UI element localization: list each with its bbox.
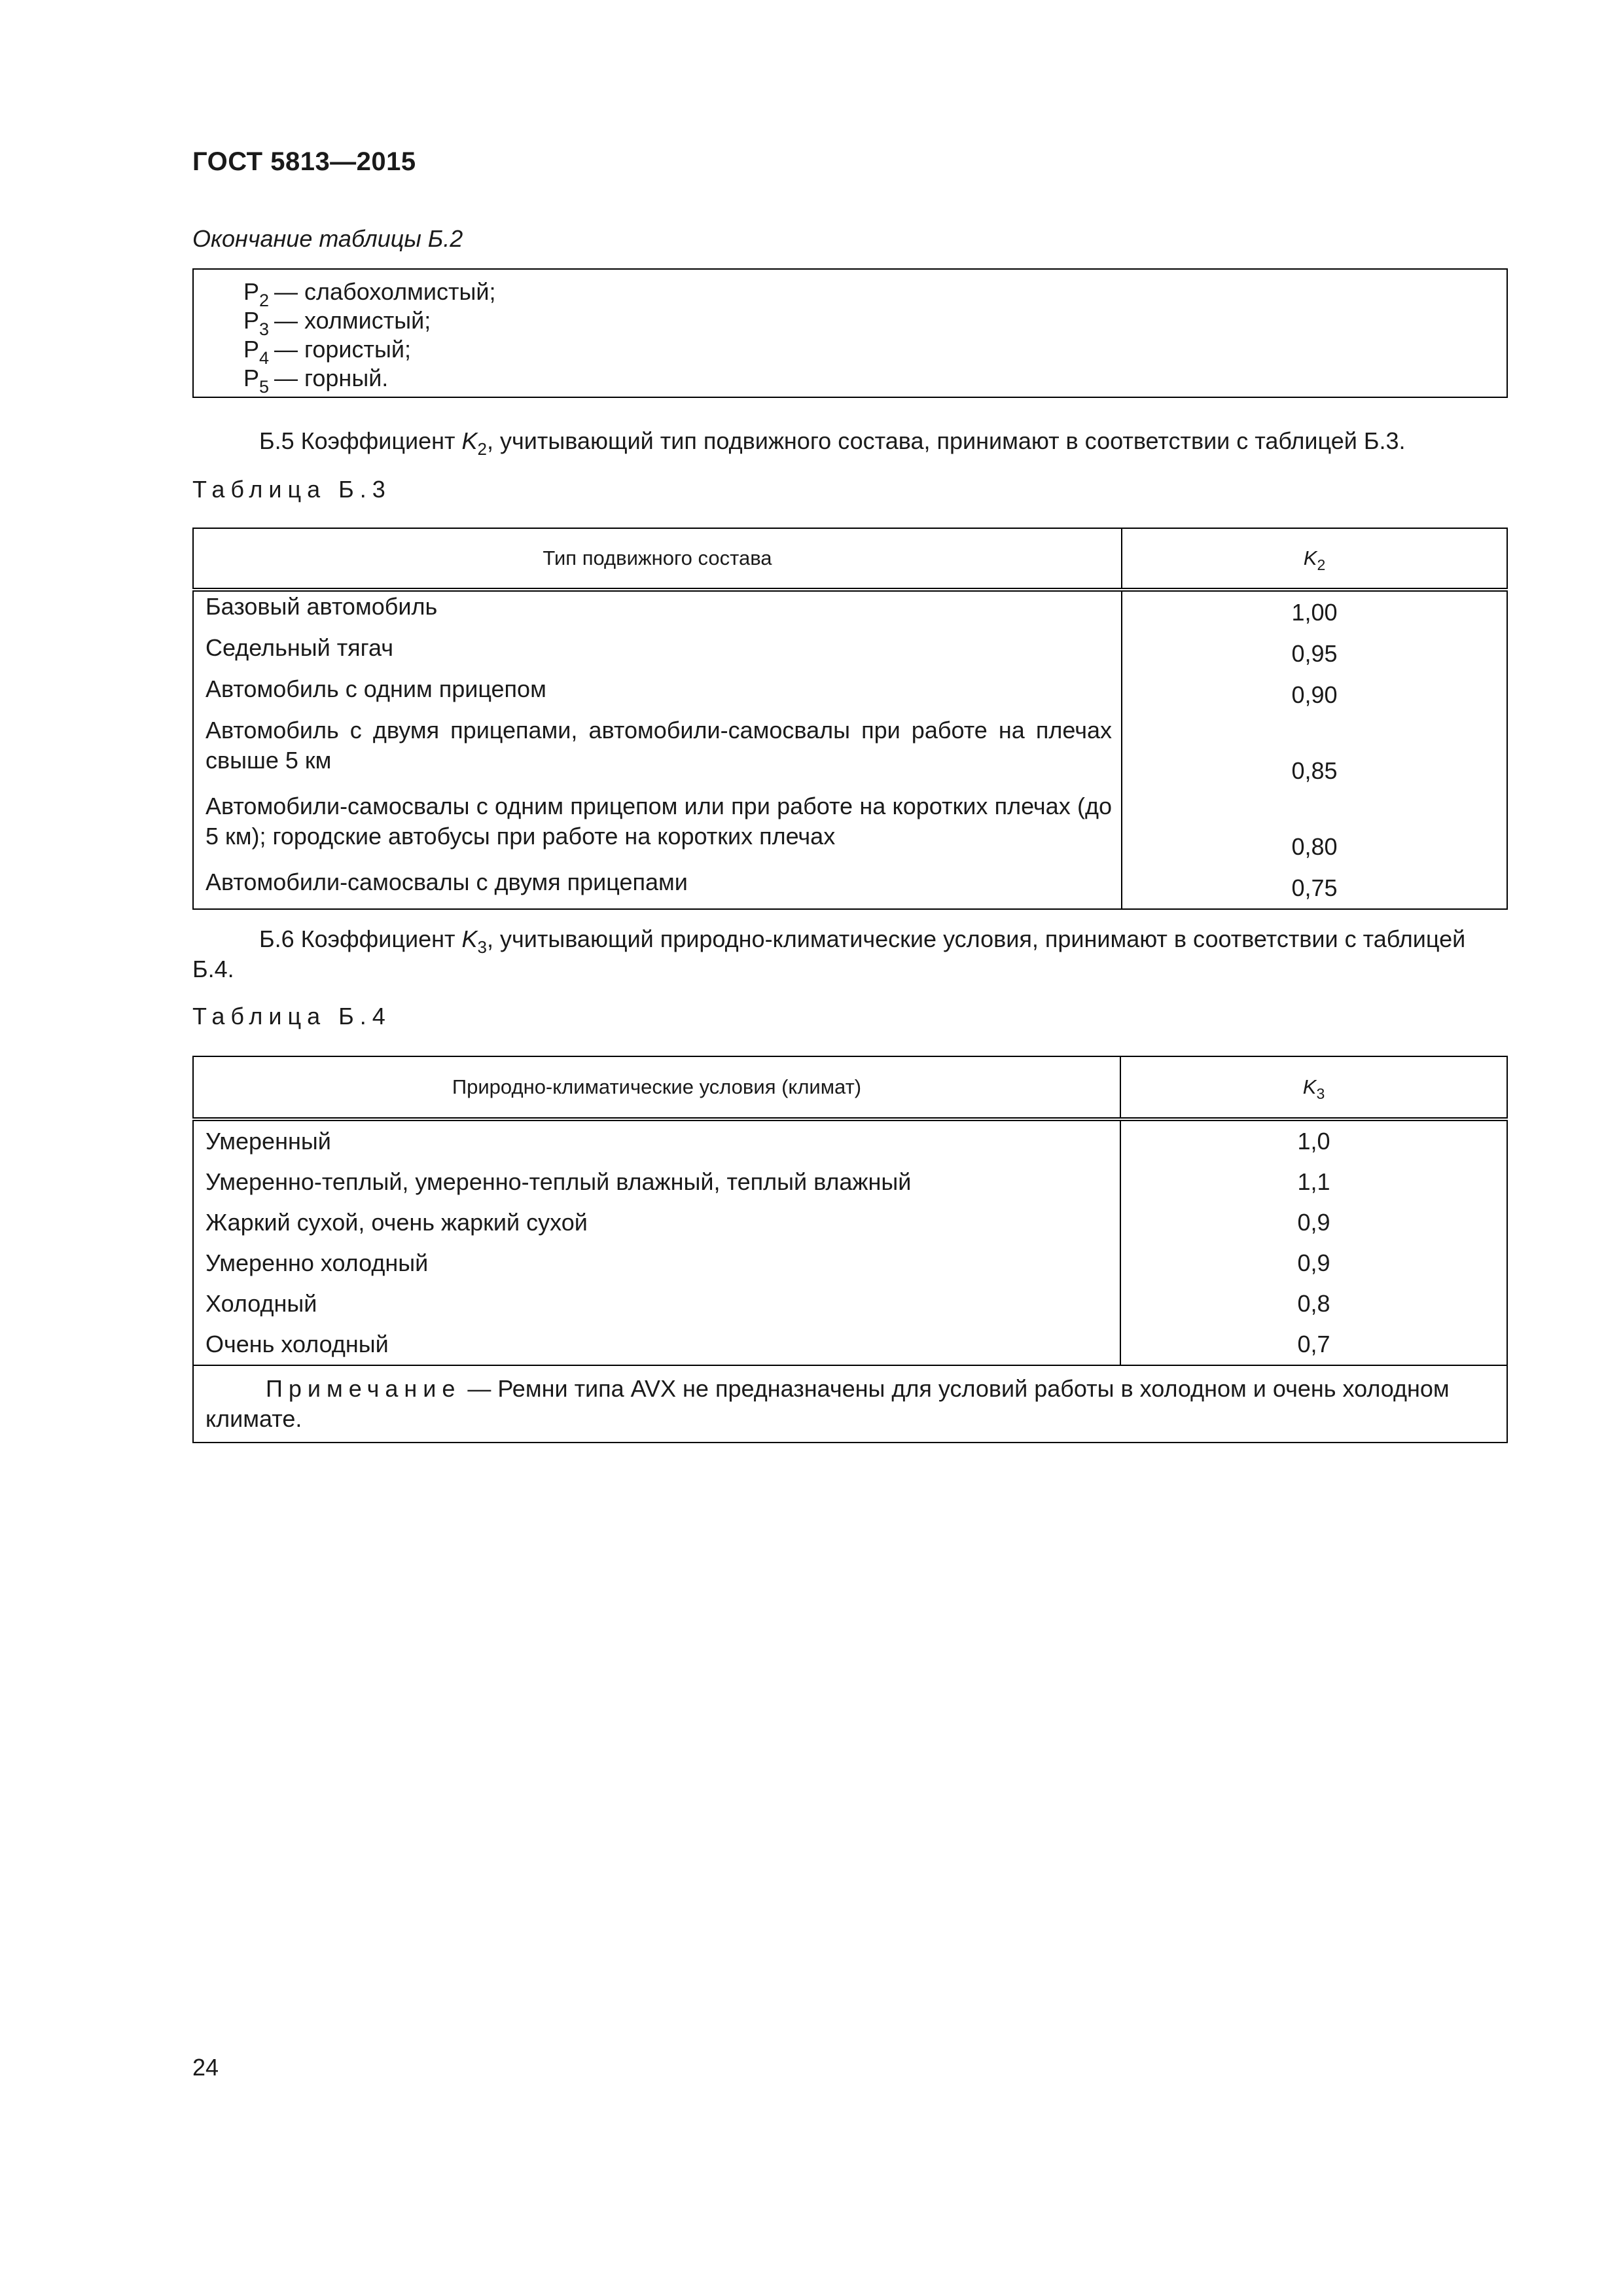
column-header-symbol: K xyxy=(1302,1075,1317,1098)
vehicle-type-text: Базовый автомобиль xyxy=(205,593,438,620)
table-b4 xyxy=(192,1056,1508,1443)
table-header-row xyxy=(193,1056,1507,1119)
paragraph-b6-continuation: Б.4. xyxy=(192,956,234,982)
vehicle-type-cell xyxy=(193,633,1122,674)
coefficient-index: 2 xyxy=(477,439,487,459)
table-row xyxy=(193,1119,1507,1162)
k3-value-cell: 0,7 xyxy=(1297,1331,1330,1357)
coefficient-symbol: K xyxy=(461,427,478,454)
k3-value-cell: 0,8 xyxy=(1297,1290,1330,1317)
table-row xyxy=(193,1162,1507,1202)
terrain-text: — холмистый; xyxy=(274,307,431,334)
k3-value-cell: 0,9 xyxy=(1297,1209,1330,1236)
table-row xyxy=(193,633,1507,674)
vehicle-type-cell xyxy=(193,867,1122,909)
terrain-item xyxy=(243,335,1507,368)
terrain-symbol: Р xyxy=(243,307,260,334)
k3-value-cell: 1,0 xyxy=(1297,1128,1330,1155)
k2-value-cell: 0,80 xyxy=(1291,833,1338,860)
note-label: Примечание xyxy=(266,1375,461,1402)
k2-value-cell: 0,95 xyxy=(1291,640,1338,667)
paragraph-b5 xyxy=(259,426,1406,458)
table-row xyxy=(193,867,1507,909)
table-note-row xyxy=(193,1365,1507,1443)
paragraph-b6-suffix: , учитывающий природно-климатические условия, принимают в соответствии с таблицей xyxy=(486,925,1466,952)
vehicle-type-text: Автомобили-самосвалы с одним прицепом или при работе на коротких плечах (до 5 км); городские автобусы при работе на коротких плечах xyxy=(205,793,1112,850)
column-header-symbol: K xyxy=(1303,547,1317,569)
table-row xyxy=(193,1283,1507,1324)
column-header-k2 xyxy=(1122,528,1507,590)
page-header: ГОСТ 5813—2015 xyxy=(192,147,416,176)
page-number: 24 xyxy=(192,2054,219,2081)
terrain-index: 5 xyxy=(259,377,270,397)
terrain-index: 3 xyxy=(259,319,270,339)
paragraph-b6-prefix: Б.6 Коэффициент xyxy=(259,925,462,952)
vehicle-type-text: Автомобиль с одним прицепом xyxy=(205,675,546,702)
terrain-text: — гористый; xyxy=(274,336,412,363)
k3-value-cell: 1,1 xyxy=(1297,1168,1330,1195)
table-row xyxy=(193,791,1507,867)
vehicle-type-cell xyxy=(193,674,1122,715)
column-header-climate: Природно-климатические условия (климат) xyxy=(193,1056,1120,1119)
vehicle-type-text: Автомобиль с двумя прицепами, автомобили-самосвалы при работе на плечах свыше 5 км xyxy=(205,717,1112,774)
k2-value-cell: 1,00 xyxy=(1291,599,1338,626)
terrain-list-box xyxy=(192,268,1508,398)
vehicle-type-text: Автомобили-самосвалы с двумя прицепами xyxy=(205,869,688,895)
table-header-row xyxy=(193,528,1507,590)
column-header-index: 3 xyxy=(1316,1085,1325,1102)
coefficient-index: 3 xyxy=(477,937,487,957)
column-header-vehicle-type: Тип подвижного состава xyxy=(193,528,1122,590)
paragraph-b5-prefix: Б.5 Коэффициент xyxy=(259,427,462,454)
terrain-symbol: Р xyxy=(243,336,260,363)
column-header-index: 2 xyxy=(1317,556,1326,573)
k2-value-cell: 0,75 xyxy=(1291,874,1338,901)
terrain-symbol: Р xyxy=(243,365,260,391)
climate-cell: Очень холодный xyxy=(193,1324,1120,1365)
climate-cell: Умеренно холодный xyxy=(193,1243,1120,1283)
climate-cell: Умеренно-теплый, умеренно-теплый влажный, теплый влажный xyxy=(193,1162,1120,1202)
table-b4-caption: Таблица Б.4 xyxy=(192,1003,391,1030)
table-b3-caption: Таблица Б.3 xyxy=(192,476,391,503)
terrain-item xyxy=(243,278,1507,310)
terrain-symbol: Р xyxy=(243,278,260,305)
column-header-k3 xyxy=(1120,1056,1507,1119)
vehicle-type-text: Седельный тягач xyxy=(205,634,393,661)
climate-cell: Умеренный xyxy=(193,1119,1120,1162)
k2-value-cell: 0,85 xyxy=(1291,757,1338,784)
paragraph-b5-suffix: , учитывающий тип подвижного состава, принимают в соответствии с таблицей Б.3. xyxy=(486,427,1406,454)
terrain-index: 4 xyxy=(259,348,270,368)
vehicle-type-cell xyxy=(193,715,1122,791)
paragraph-b6 xyxy=(259,924,1508,956)
note-text: — Ремни типа AVX не предназначены для условий работы в холодном и очень холодном климате. xyxy=(205,1375,1450,1432)
terrain-index: 2 xyxy=(259,291,270,310)
table-row xyxy=(193,1202,1507,1243)
vehicle-type-cell xyxy=(193,791,1122,867)
table-row xyxy=(193,590,1507,633)
table-row xyxy=(193,715,1507,791)
table-row xyxy=(193,1324,1507,1365)
terrain-text: — слабохолмистый; xyxy=(274,278,496,305)
table-row xyxy=(193,674,1507,715)
k3-value-cell: 0,9 xyxy=(1297,1249,1330,1276)
terrain-item xyxy=(243,364,1507,397)
continuation-caption: Окончание таблицы Б.2 xyxy=(192,225,463,252)
terrain-item xyxy=(243,306,1507,339)
table-note xyxy=(193,1365,1507,1443)
coefficient-symbol: K xyxy=(461,925,478,952)
terrain-text: — горный. xyxy=(274,365,389,391)
climate-cell: Холодный xyxy=(193,1283,1120,1324)
climate-cell: Жаркий сухой, очень жаркий сухой xyxy=(193,1202,1120,1243)
k2-value-cell: 0,90 xyxy=(1291,681,1338,708)
table-row xyxy=(193,1243,1507,1283)
vehicle-type-cell xyxy=(193,590,1122,633)
table-b3 xyxy=(192,528,1508,910)
